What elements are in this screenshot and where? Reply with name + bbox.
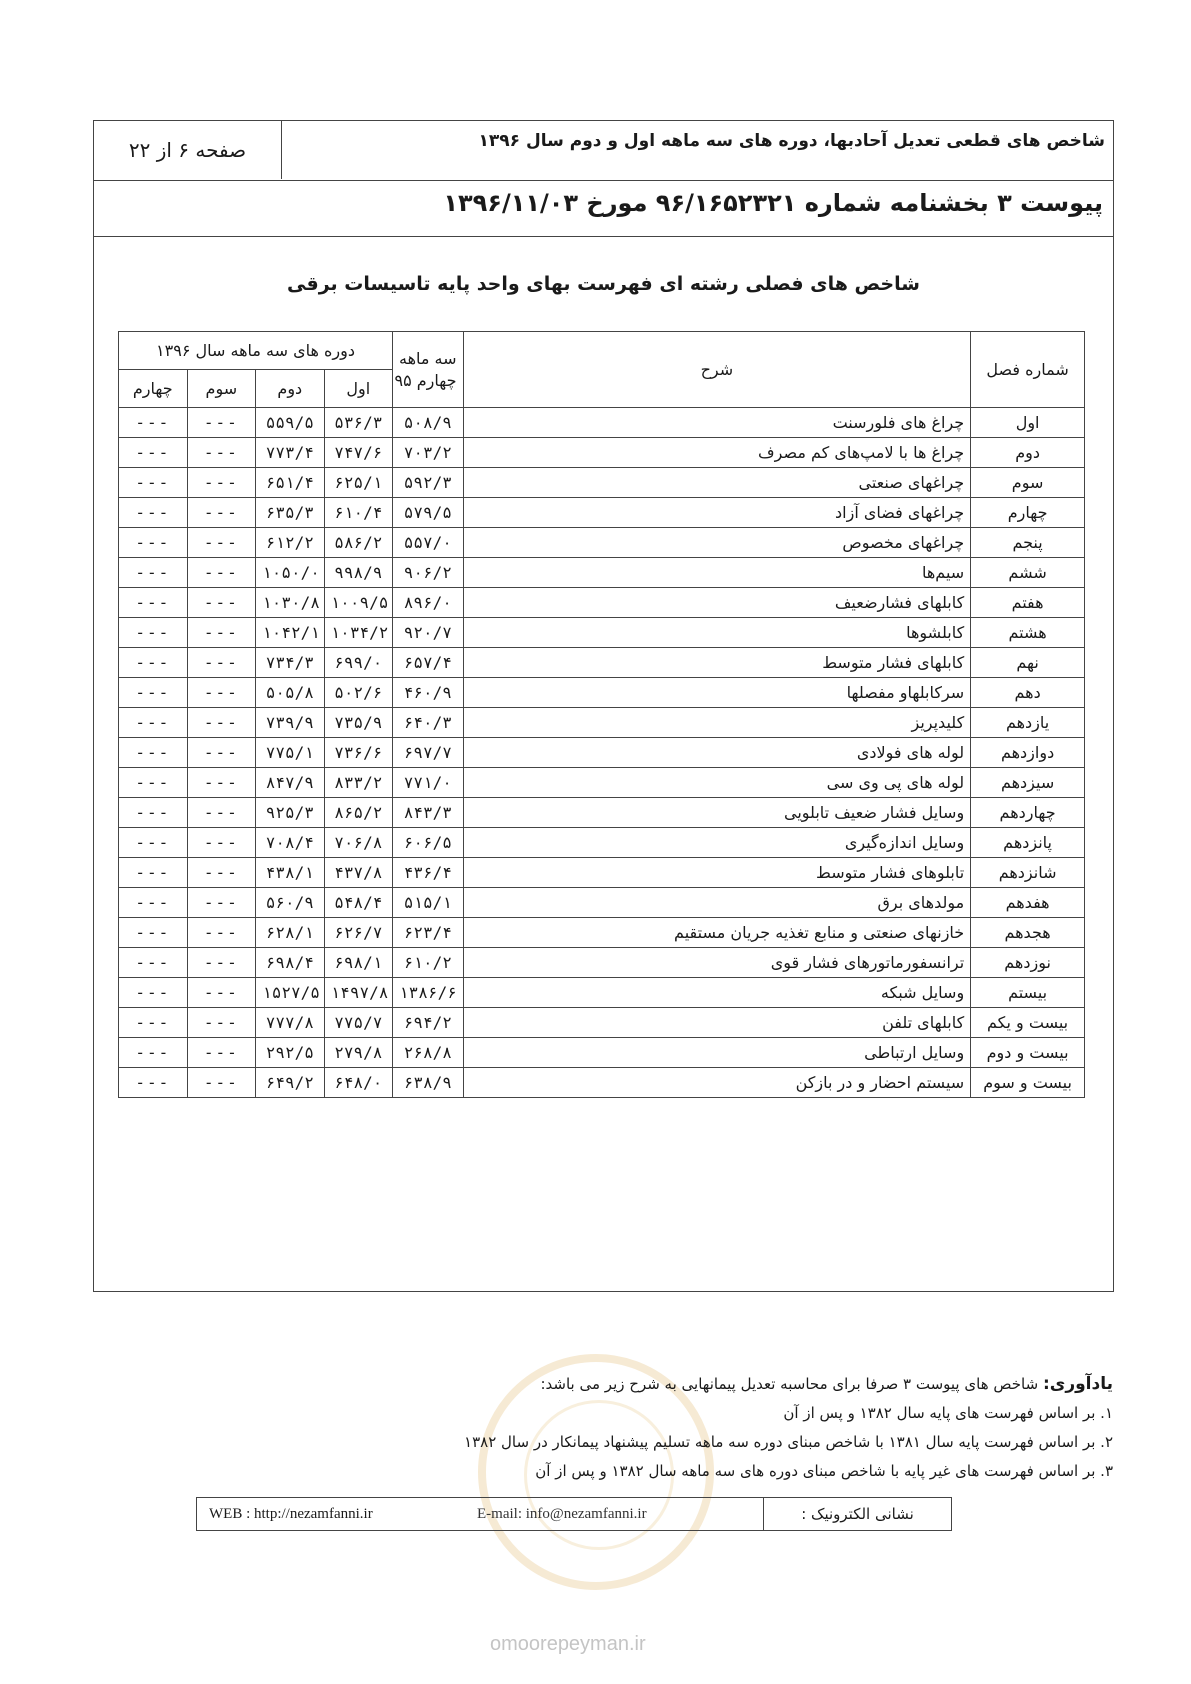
cell-q95: ۲۶۸/۸ [393,1038,464,1068]
index-table [118,331,1085,1098]
table-row [119,1038,1085,1068]
cell-chapter: پنجم [971,528,1085,558]
cell-q1: ۵۰۲/۶ [324,678,392,708]
cell-q4: --- [119,978,188,1008]
cell-description: مولدهای برق [463,888,971,918]
cell-q95: ۶۹۷/۷ [393,738,464,768]
cell-description: سیم‌ها [463,558,971,588]
cell-q1: ۷۳۵/۹ [324,708,392,738]
cell-chapter: شانزدهم [971,858,1085,888]
subheader-row [94,181,1113,237]
table-row [119,558,1085,588]
cell-q4: --- [119,1008,188,1038]
page-indicator: صفحه ۶ از ۲۲ [94,121,282,179]
cell-q1: ۴۳۷/۸ [324,858,392,888]
cell-description: کلیدپریز [463,708,971,738]
table-row [119,408,1085,438]
header-row [94,121,1113,181]
cell-q2: ۲۹۲/۵ [256,1038,324,1068]
cell-description: چراغهای صنعتی [463,468,971,498]
cell-q2: ۶۱۲/۲ [256,528,324,558]
cell-q1: ۵۸۶/۲ [324,528,392,558]
cell-description: کابلهای تلفن [463,1008,971,1038]
header-q95 [393,332,464,408]
cell-description: کابلشوها [463,618,971,648]
cell-q4: --- [119,648,188,678]
cell-q95: ۶۴۰/۳ [393,708,464,738]
cell-description: سرکابلهاو مفصلها [463,678,971,708]
cell-q1: ۵۳۶/۳ [324,408,392,438]
cell-q95: ۹۲۰/۷ [393,618,464,648]
table-title: شاخص های فصلی رشته ای فهرست بهای واحد پایه تاسیسات برقی [287,273,920,295]
cell-q3: --- [187,588,255,618]
note-item: ۲. بر اساس فهرست پایه سال ۱۳۸۱ با شاخص مبنای دوره سه ماهه تسلیم پیشنهاد پیمانکار در سال ۱۳۸۲ [464,1433,1113,1451]
table-row [119,738,1085,768]
cell-q4: --- [119,1038,188,1068]
cell-q95: ۶۳۸/۹ [393,1068,464,1098]
cell-description: وسایل ارتباطی [463,1038,971,1068]
cell-q1: ۸۳۳/۲ [324,768,392,798]
cell-q1: ۸۶۵/۲ [324,798,392,828]
cell-q3: --- [187,408,255,438]
cell-q3: --- [187,768,255,798]
cell-q1: ۶۱۰/۴ [324,498,392,528]
cell-q1: ۱۴۹۷/۸ [324,978,392,1008]
cell-q3: --- [187,948,255,978]
table-row [119,648,1085,678]
table-row [119,798,1085,828]
table-header-row [119,332,1085,370]
cell-q3: --- [187,1038,255,1068]
cell-q95: ۷۰۳/۲ [393,438,464,468]
cell-description: چراغ ها با لامپ‌های کم مصرف [463,438,971,468]
table-row [119,768,1085,798]
cell-q95: ۶۹۴/۲ [393,1008,464,1038]
cell-q95: ۵۱۵/۱ [393,888,464,918]
cell-chapter: هفتم [971,588,1085,618]
cell-q1: ۷۰۶/۸ [324,828,392,858]
cell-q2: ۶۴۹/۲ [256,1068,324,1098]
cell-q4: --- [119,528,188,558]
cell-q3: --- [187,798,255,828]
cell-q1: ۷۴۷/۶ [324,438,392,468]
contact-label: نشانی الکترونیک : [763,1498,951,1530]
cell-description: وسایل اندازه‌گیری [463,828,971,858]
cell-q1: ۹۹۸/۹ [324,558,392,588]
cell-q1: ۱۰۳۴/۲ [324,618,392,648]
cell-q2: ۶۲۸/۱ [256,918,324,948]
cell-chapter: نهم [971,648,1085,678]
cell-q4: --- [119,888,188,918]
cell-q95: ۴۳۶/۴ [393,858,464,888]
cell-q3: --- [187,918,255,948]
table-row [119,468,1085,498]
cell-q3: --- [187,1068,255,1098]
cell-q2: ۵۰۵/۸ [256,678,324,708]
cell-q2: ۹۲۵/۳ [256,798,324,828]
cell-q3: --- [187,978,255,1008]
table-row [119,828,1085,858]
table-row [119,888,1085,918]
table-row [119,1008,1085,1038]
cell-q95: ۷۷۱/۰ [393,768,464,798]
table-row [119,1068,1085,1098]
document-frame [93,120,1114,1292]
note-item: ۳. بر اساس فهرست های غیر پایه با شاخص مبنای دوره های سه ماهه سال ۱۳۸۲ و پس از آن [535,1462,1113,1480]
cell-q4: --- [119,678,188,708]
cell-q4: --- [119,858,188,888]
contact-email[interactable]: E-mail: info@nezamfanni.ir [477,1506,647,1522]
note-intro: شاخص های پیوست ۳ صرفا برای محاسبه تعدیل پیمانهایی به شرح زیر می باشد: [540,1375,1039,1393]
cell-q3: --- [187,738,255,768]
cell-q3: --- [187,888,255,918]
cell-q2: ۷۷۵/۱ [256,738,324,768]
cell-description: چراغ های فلورسنت [463,408,971,438]
cell-chapter: چهاردهم [971,798,1085,828]
cell-q4: --- [119,708,188,738]
table-row [119,618,1085,648]
header-chapter: شماره فصل [971,332,1085,408]
table-row [119,678,1085,708]
cell-q3: --- [187,1008,255,1038]
cell-description: وسایل فشار ضعیف تابلویی [463,798,971,828]
cell-q2: ۷۷۷/۸ [256,1008,324,1038]
cell-description: کابلهای فشارضعیف [463,588,971,618]
cell-q4: --- [119,1068,188,1098]
note-intro-line [213,1370,1113,1399]
cell-q4: --- [119,918,188,948]
table-row [119,978,1085,1008]
cell-q3: --- [187,858,255,888]
cell-description: چراغهای مخصوص [463,528,971,558]
cell-q3: --- [187,618,255,648]
cell-q95: ۵۰۸/۹ [393,408,464,438]
cell-q2: ۱۵۲۷/۵ [256,978,324,1008]
cell-chapter: بیست و سوم [971,1068,1085,1098]
table-row [119,858,1085,888]
circular-reference: پیوست ۳ بخشنامه شماره ۹۶/۱۶۵۲۳۲۱ مورخ ۱۳۹۶/۱۱/۰۳ [443,189,1103,217]
table-row [119,528,1085,558]
cell-q95: ۵۹۲/۳ [393,468,464,498]
cell-chapter: هشتم [971,618,1085,648]
table-body [119,408,1085,1098]
note-title: یادآوری: [1042,1374,1113,1394]
header-q1: اول [324,370,392,408]
cell-q4: --- [119,828,188,858]
cell-q3: --- [187,468,255,498]
cell-chapter: سیزدهم [971,768,1085,798]
cell-q1: ۶۴۸/۰ [324,1068,392,1098]
table-row [119,588,1085,618]
cell-q1: ۱۰۰۹/۵ [324,588,392,618]
header-title: شاخص های قطعی تعدیل آحادبها، دوره های سه ماهه اول و دوم سال ۱۳۹۶ [478,131,1105,151]
cell-chapter: بیست و یکم [971,1008,1085,1038]
table-row [119,948,1085,978]
cell-description: ترانسفورماتورهای فشار قوی [463,948,971,978]
header-description: شرح [463,332,971,408]
cell-q1: ۵۴۸/۴ [324,888,392,918]
cell-description: سیستم احضار و در بازکن [463,1068,971,1098]
cell-q4: --- [119,768,188,798]
cell-chapter: چهارم [971,498,1085,528]
cell-q2: ۵۵۹/۵ [256,408,324,438]
cell-chapter: پانزدهم [971,828,1085,858]
cell-q95: ۶۱۰/۲ [393,948,464,978]
cell-q2: ۷۷۳/۴ [256,438,324,468]
cell-description: کابلهای فشار متوسط [463,648,971,678]
cell-q4: --- [119,558,188,588]
cell-chapter: دهم [971,678,1085,708]
cell-description: تابلوهای فشار متوسط [463,858,971,888]
cell-q2: ۷۳۴/۳ [256,648,324,678]
cell-q3: --- [187,828,255,858]
cell-q3: --- [187,528,255,558]
cell-description: لوله های فولادی [463,738,971,768]
table-row [119,498,1085,528]
cell-q3: --- [187,678,255,708]
cell-chapter: دوازدهم [971,738,1085,768]
watermark-text: omoorepeyman.ir [490,1633,646,1655]
cell-chapter: سوم [971,468,1085,498]
header-q2: دوم [256,370,324,408]
cell-q2: ۷۰۸/۴ [256,828,324,858]
cell-chapter: بیست و دوم [971,1038,1085,1068]
reminder-note [213,1370,1113,1486]
cell-q4: --- [119,948,188,978]
cell-chapter: اول [971,408,1085,438]
cell-chapter: هفدهم [971,888,1085,918]
cell-q2: ۱۰۵۰/۰ [256,558,324,588]
cell-q95: ۵۷۹/۵ [393,498,464,528]
cell-q4: --- [119,588,188,618]
cell-q2: ۵۶۰/۹ [256,888,324,918]
header-q4: چهارم [119,370,188,408]
cell-description: لوله های پی‌ وی‌ سی [463,768,971,798]
cell-q4: --- [119,738,188,768]
cell-q95: ۹۰۶/۲ [393,558,464,588]
cell-description: وسایل شبکه [463,978,971,1008]
cell-q1: ۷۷۵/۷ [324,1008,392,1038]
cell-q3: --- [187,708,255,738]
cell-q1: ۷۳۶/۶ [324,738,392,768]
cell-q95: ۶۵۷/۴ [393,648,464,678]
cell-q3: --- [187,438,255,468]
cell-q1: ۶۲۶/۷ [324,918,392,948]
table-row [119,918,1085,948]
cell-description: چراغهای فضای آزاد [463,498,971,528]
cell-q4: --- [119,798,188,828]
cell-q95: ۶۰۶/۵ [393,828,464,858]
cell-q95: ۵۵۷/۰ [393,528,464,558]
cell-q1: ۶۹۸/۱ [324,948,392,978]
cell-q3: --- [187,558,255,588]
cell-chapter: یازدهم [971,708,1085,738]
cell-q95: ۱۳۸۶/۶ [393,978,464,1008]
cell-q1: ۶۲۵/۱ [324,468,392,498]
cell-q4: --- [119,618,188,648]
cell-q95: ۴۶۰/۹ [393,678,464,708]
cell-q4: --- [119,468,188,498]
cell-q2: ۷۳۹/۹ [256,708,324,738]
header-1396-group: دوره های سه ماهه سال ۱۳۹۶ [119,332,393,370]
cell-q4: --- [119,498,188,528]
cell-q95: ۸۴۳/۳ [393,798,464,828]
cell-q95: ۶۲۳/۴ [393,918,464,948]
cell-q2: ۶۳۵/۳ [256,498,324,528]
contact-web-link[interactable]: WEB : http://nezamfanni.ir [209,1506,373,1522]
cell-chapter: ششم [971,558,1085,588]
table-row [119,438,1085,468]
header-q3: سوم [187,370,255,408]
cell-q95: ۸۹۶/۰ [393,588,464,618]
cell-q3: --- [187,498,255,528]
cell-q2: ۶۹۸/۴ [256,948,324,978]
cell-q1: ۲۷۹/۸ [324,1038,392,1068]
table-row [119,708,1085,738]
cell-q2: ۴۳۸/۱ [256,858,324,888]
header-q95-line1: سه ماهه [399,348,457,368]
header-q95-line2: چهارم ۹۵ [394,370,457,390]
cell-q1: ۶۹۹/۰ [324,648,392,678]
note-item: ۱. بر اساس فهرست های پایه سال ۱۳۸۲ و پس از آن [783,1404,1113,1422]
cell-q2: ۸۴۷/۹ [256,768,324,798]
cell-chapter: هجدهم [971,918,1085,948]
cell-q2: ۱۰۳۰/۸ [256,588,324,618]
cell-q2: ۶۵۱/۴ [256,468,324,498]
cell-description: خازنهای صنعتی و منابع تغذیه جریان مستقیم [463,918,971,948]
cell-q4: --- [119,438,188,468]
cell-chapter: نوزدهم [971,948,1085,978]
cell-chapter: دوم [971,438,1085,468]
cell-q2: ۱۰۴۲/۱ [256,618,324,648]
contact-box [196,1497,952,1531]
cell-chapter: بیستم [971,978,1085,1008]
cell-q3: --- [187,648,255,678]
cell-q4: --- [119,408,188,438]
